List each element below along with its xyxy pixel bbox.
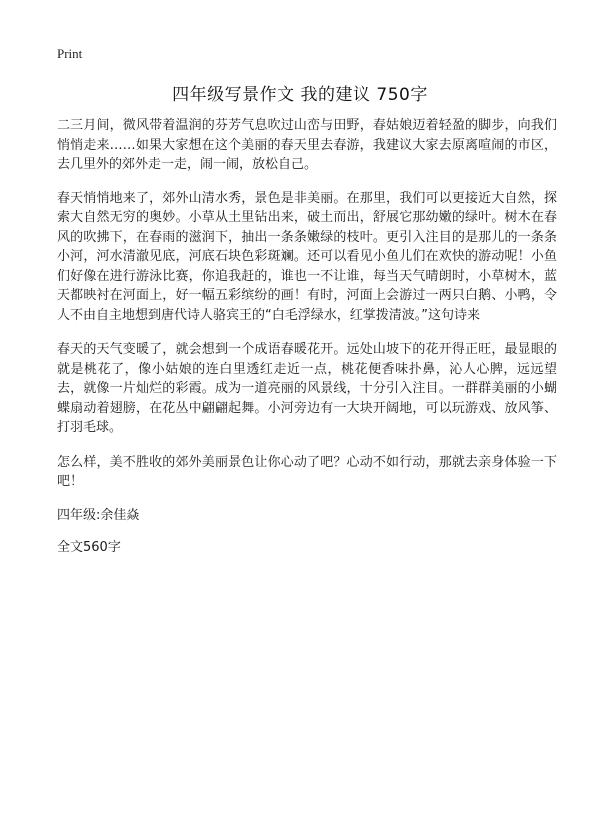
print-link[interactable]: Print [57, 46, 83, 61]
paragraph-flowers: 春天的天气变暖了，就会想到一个成语春暖花开。远处山坡下的花开得正旺，最显眼的就是桃花了，像小姑娘的连白里透红走近一点，桃花便香味扑鼻，沁人心脾，远远望去，就像一片灿烂的彩霞。成为一道亮丽的风景线，十分引入注目。一群群美丽的小蝴蝶扇动着翅膀，在花丛中翩翩起舞。小河旁边有一大块开阔地，可以玩游戏、放风筝、打羽毛球。 [57, 342, 557, 435]
paragraph-conclusion: 怎么样，美不胜收的郊外美丽景色让你心动了吧？心动不如行动，那就去亲身体验一下吧！ [57, 454, 557, 489]
article-body [57, 116, 557, 570]
author-line: 四年级:余佳焱 [57, 507, 140, 523]
word-count: 全文560字 [57, 539, 121, 555]
paragraph-scenery: 春天悄悄地来了，郊外山清水秀，景色是非美丽。在那里，我们可以更接近大自然，探索大自然无穷的奥妙。小草从土里钻出来，破土而出，舒展它那幼嫩的绿叶。树木在春风的吹拂下，在春雨的滋润下，抽出一条条嫩绿的枝叶。更引入注目的是那儿的一条条小河，河水清澈见底，河底石块色彩斑斓。还可以看见小鱼儿们在欢快的游动呢！小鱼们好像在进行游泳比赛，你追我赶的，谁也一不让谁，每当天气晴朗时，小草树木，蓝天都映衬在河面上，好一幅五彩缤纷的画！有时，河面上会游过一两只白鹅、小鸭，令人不由自主地想到唐代诗人骆宾王的“白毛浮绿水，红掌拨清波。”这句诗来 [57, 190, 557, 323]
article-title: 四年级写景作文 我的建议 750字 [172, 85, 428, 105]
paragraph-intro: 二三月间，微风带着温润的芬芳气息吹过山峦与田野，春姑娘迈着轻盈的脚步，向我们悄悄走来……如果大家想在这个美丽的春天里去春游，我建议大家去原离喧闹的市区，去几里外的郊外走一走，闹一闹，放松自己。 [57, 118, 557, 172]
